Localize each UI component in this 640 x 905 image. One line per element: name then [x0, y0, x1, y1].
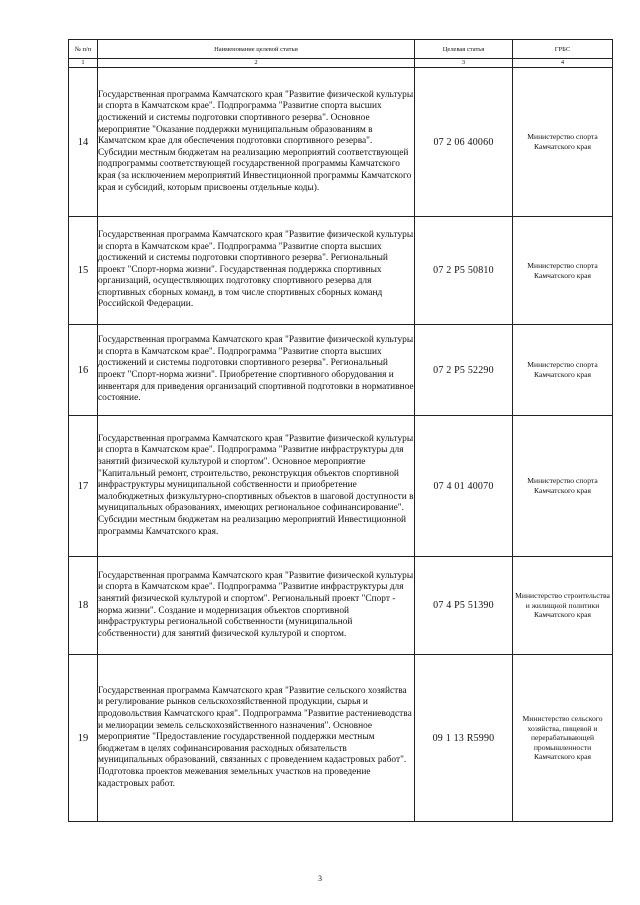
row-grbs: Министерство спорта Камчатского края	[513, 325, 613, 416]
column-index: 3	[415, 59, 513, 68]
row-number: 15	[69, 217, 98, 325]
row-code: 07 2 P5 52290	[415, 325, 513, 416]
header-num: № п/п	[69, 40, 98, 59]
table-header-row	[69, 40, 613, 59]
row-grbs: Министерство спорта Камчатского края	[513, 416, 613, 557]
row-code: 07 4 P5 51390	[415, 557, 513, 655]
row-code: 07 2 06 40060	[415, 68, 513, 217]
row-code: 07 4 01 40070	[415, 416, 513, 557]
column-index-row	[69, 59, 613, 68]
table-row	[69, 325, 613, 416]
row-number: 14	[69, 68, 98, 217]
row-number: 16	[69, 325, 98, 416]
column-index: 4	[513, 59, 613, 68]
row-name: Государственная программа Камчатского края "Развитие сельского хозяйства и регулирование рынков сельскохозяйственной продукции, сырья и продовольствия Камчатского края". Подпрограмма "Развитие растениеводства и мелиорации земель сельскохозяйственного назначения". Основное мероприятие "Предоставление государственной поддержки местным бюджетам в целях софинансирования расходных обязательств муниципальных образований, связанных с проведением кадастровых работ". Подготовка проектов межевания земельных участков на проведение кадастровых работ.	[98, 655, 415, 822]
column-index: 2	[98, 59, 415, 68]
row-name: Государственная программа Камчатского края "Развитие физической культуры и спорта в Камчатском крае". Подпрограмма "Развитие спорта высших достижений и системы подготовки спортивного резерва". Региональный проект "Спорт-норма жизни". Государственная поддержка спортивных организаций, осуществляющих подготовку спортивного резерва для спортивных сборных команд, в том числе спортивных сборных команд Российской Федерации.	[98, 217, 415, 325]
row-number: 19	[69, 655, 98, 822]
budget-classification-table	[68, 39, 613, 822]
header-name: Наименование целевой статьи	[98, 40, 415, 59]
row-name: Государственная программа Камчатского края "Развитие физической культуры и спорта в Камчатском крае". Подпрограмма "Развитие инфраструктуры для занятий физической культурой и спортом". Основное мероприятие "Капитальный ремонт, строительство, реконструкция объектов спортивной инфраструктуры муниципальной собственности и приобретение малобюджетных физкультурно-спортивных объектов в шаговой доступности в муниципальных образованиях, имеющих региональное софинансирование". Субсидии местным бюджетам на реализацию мероприятий Инвестиционной программы Камчатского края.	[98, 416, 415, 557]
column-index: 1	[69, 59, 98, 68]
table-row	[69, 416, 613, 557]
header-code: Целевая статья	[415, 40, 513, 59]
row-number: 18	[69, 557, 98, 655]
header-grbs: ГРБС	[513, 40, 613, 59]
row-code: 09 1 13 R5990	[415, 655, 513, 822]
row-grbs: Министерство спорта Камчатского края	[513, 217, 613, 325]
page-number: 3	[318, 874, 322, 883]
row-name: Государственная программа Камчатского края "Развитие физической культуры и спорта в Камчатском крае". Подпрограмма "Развитие спорта высших достижений и системы подготовки спортивного резерва". Основное мероприятие "Оказание поддержки муниципальным образованиям в Камчатском крае для обеспечения подготовки спортивного резерва". Субсидии местным бюджетам на реализацию мероприятий соответствующей подпрограммы соответствующей государственной программы Камчатского края (за исключением мероприятий Инвестиционной программы Камчатского края и субсидий, которым присвоены отдельные коды).	[98, 68, 415, 217]
row-name: Государственная программа Камчатского края "Развитие физической культуры и спорта в Камчатском крае". Подпрограмма "Развитие инфраструктуры для занятий физической культурой и спортом". Региональный проект "Спорт - норма жизни". Создание и модернизация объектов спортивной инфраструктуры региональной собственности (муниципальной собственности) для занятий физической культурой и спортом.	[98, 557, 415, 655]
table-row	[69, 68, 613, 217]
row-name: Государственная программа Камчатского края "Развитие физической культуры и спорта в Камчатском крае". Подпрограмма "Развитие спорта высших достижений и системы подготовки спортивного резерва". Региональный проект "Спорт-норма жизни". Приобретение спортивного оборудования и инвентаря для приведения организаций спортивной подготовки в нормативное состояние.	[98, 325, 415, 416]
row-grbs: Министерство строительства и жилищной политики Камчатского края	[513, 557, 613, 655]
table-row	[69, 217, 613, 325]
row-number: 17	[69, 416, 98, 557]
row-grbs: Министерство спорта Камчатского края	[513, 68, 613, 217]
table-row	[69, 557, 613, 655]
row-grbs: Министерство сельского хозяйства, пищевой и перерабатывающей промышленности Камчатского края	[513, 655, 613, 822]
table-row	[69, 655, 613, 822]
row-code: 07 2 P5 50810	[415, 217, 513, 325]
